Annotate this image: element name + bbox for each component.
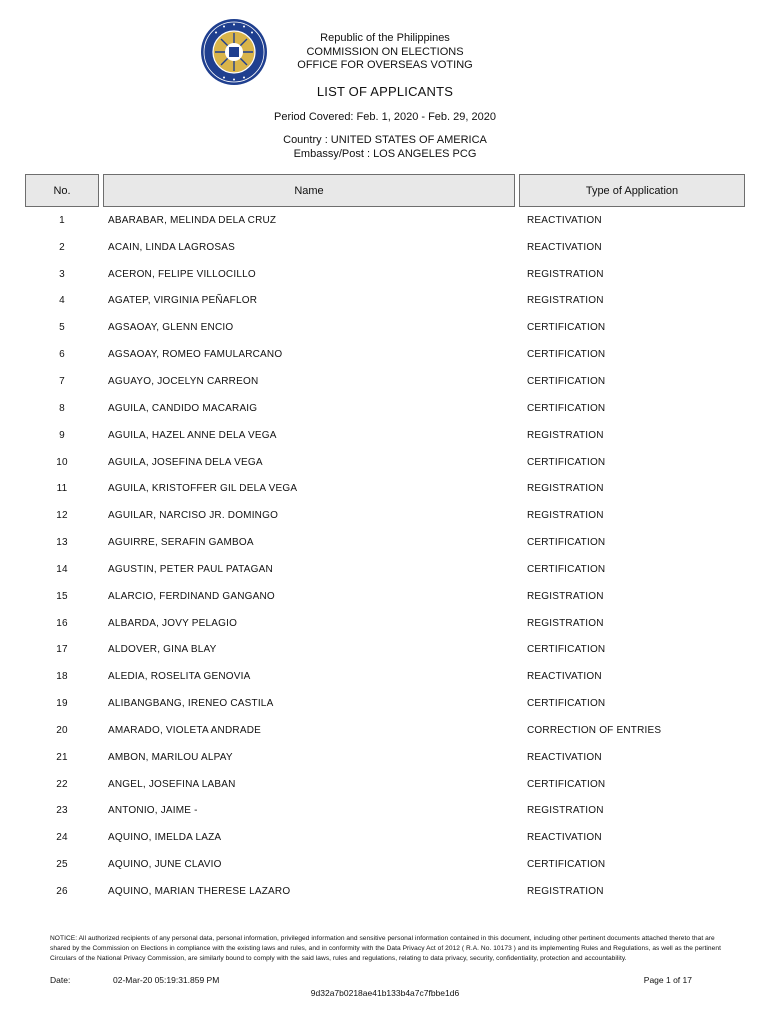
application-type: REACTIVATION xyxy=(527,671,602,683)
application-type: REGISTRATION xyxy=(527,886,604,898)
application-type: REGISTRATION xyxy=(527,483,604,495)
application-type: CERTIFICATION xyxy=(527,644,606,656)
applicant-name: AMBON, MARILOU ALPAY xyxy=(108,751,233,763)
table-row xyxy=(25,395,745,422)
applicant-name: ABARABAR, MELINDA DELA CRUZ xyxy=(108,214,277,226)
row-number: 12 xyxy=(56,510,68,522)
applicant-name: AQUINO, JUNE CLAVIO xyxy=(108,859,222,871)
country-post-block xyxy=(0,133,770,161)
table-row xyxy=(25,207,745,234)
table-row xyxy=(25,717,745,744)
applicant-name: ALBARDA, JOVY PELAGIO xyxy=(108,617,238,629)
table-row xyxy=(25,824,745,851)
row-number: 11 xyxy=(56,483,68,495)
application-type: CERTIFICATION xyxy=(527,322,606,334)
embassy-post-line: Embassy/Post : LOS ANGELES PCG xyxy=(293,148,477,160)
row-number: 5 xyxy=(59,322,65,334)
period-covered: Period Covered: Feb. 1, 2020 - Feb. 29, 2020 xyxy=(274,111,496,123)
row-number: 18 xyxy=(56,671,68,683)
application-type: REGISTRATION xyxy=(527,295,604,307)
date-value: 02-Mar-20 05:19:31.859 PM xyxy=(113,975,220,985)
application-type: CERTIFICATION xyxy=(527,456,606,468)
table-row xyxy=(25,610,745,637)
applicant-name: ANGEL, JOSEFINA LABAN xyxy=(108,778,236,790)
table-row xyxy=(25,314,745,341)
applicant-name: AGUILA, HAZEL ANNE DELA VEGA xyxy=(108,429,277,441)
applicant-name: AGATEP, VIRGINIA PEÑAFLOR xyxy=(108,295,258,307)
table-row xyxy=(25,878,745,905)
applicant-name: ALDOVER, GINA BLAY xyxy=(108,644,217,656)
application-type: CERTIFICATION xyxy=(527,778,606,790)
application-type: REACTIVATION xyxy=(527,832,602,844)
application-type: REACTIVATION xyxy=(527,214,602,226)
row-number: 9 xyxy=(59,429,65,441)
row-number: 21 xyxy=(56,751,68,763)
table-row xyxy=(25,341,745,368)
applicants-table-body xyxy=(25,207,745,905)
page-number: Page 1 of 17 xyxy=(643,975,692,985)
table-row xyxy=(25,529,745,556)
row-number: 26 xyxy=(56,886,68,898)
letterhead xyxy=(230,32,540,73)
applicant-name: AGSAOAY, GLENN ENCIO xyxy=(108,322,234,334)
country-line: Country : UNITED STATES OF AMERICA xyxy=(283,134,487,146)
application-type: REGISTRATION xyxy=(527,510,604,522)
application-type: CERTIFICATION xyxy=(527,563,606,575)
row-number: 2 xyxy=(59,241,65,253)
table-row xyxy=(25,449,745,476)
date-label: Date: xyxy=(50,975,71,985)
document-title: LIST OF APPLICANTS xyxy=(316,84,454,99)
row-number: 6 xyxy=(59,349,65,361)
table-row xyxy=(25,288,745,315)
application-type: REGISTRATION xyxy=(527,268,604,280)
table-row xyxy=(25,583,745,610)
applicant-name: AMARADO, VIOLETA ANDRADE xyxy=(108,724,261,736)
table-row xyxy=(25,556,745,583)
row-number: 22 xyxy=(56,778,68,790)
column-header-no: No. xyxy=(25,174,99,207)
row-number: 8 xyxy=(59,402,65,414)
applicant-name: ALARCIO, FERDINAND GANGANO xyxy=(108,590,275,602)
applicant-name: ALIBANGBANG, IRENEO CASTILA xyxy=(108,698,274,710)
letterhead-line-office: OFFICE FOR OVERSEAS VOTING xyxy=(297,59,473,71)
application-type: CERTIFICATION xyxy=(527,402,606,414)
column-header-name: Name xyxy=(103,174,515,207)
row-number: 4 xyxy=(59,295,65,307)
applicant-name: AQUINO, MARIAN THERESE LAZARO xyxy=(108,886,291,898)
row-number: 17 xyxy=(56,644,68,656)
table-row xyxy=(25,744,745,771)
privacy-notice: NOTICE: All authorized recipients of any personal data, personal information, privileged information and sensitive personal information contained in this document, including other pertinent documents attached thereto that are shared by the Commission on Elections in compliance with the existing laws and rules, and in conformity with the Data Privacy Act of 2012 ( R.A. No. 10173 ) and its implementing Rules and Regulations, as well as the pertinent Circulars of the National Privacy Commission, are similarly bound to comply with the said laws, rules and regulations, relating to data privacy, security, confidentiality, protection and accountability. xyxy=(50,935,721,962)
row-number: 7 xyxy=(59,375,65,387)
row-number: 25 xyxy=(56,859,68,871)
row-number: 20 xyxy=(56,724,68,736)
document-hash: 9d32a7b0218ae41b133b4a7c7fbbe1d6 xyxy=(310,988,460,998)
column-header-type: Type of Application xyxy=(519,174,745,207)
applicant-name: AGSAOAY, ROMEO FAMULARCANO xyxy=(108,349,283,361)
application-type: REGISTRATION xyxy=(527,617,604,629)
row-number: 24 xyxy=(56,832,68,844)
table-row xyxy=(25,261,745,288)
table-row xyxy=(25,771,745,798)
row-number: 3 xyxy=(59,268,65,280)
application-type: REACTIVATION xyxy=(527,751,602,763)
table-row xyxy=(25,502,745,529)
applicant-name: AGUILAR, NARCISO JR. DOMINGO xyxy=(108,510,279,522)
table-header xyxy=(25,174,745,207)
applicant-name: ANTONIO, JAIME - xyxy=(108,805,198,817)
table-row xyxy=(25,663,745,690)
table-row xyxy=(25,475,745,502)
row-number: 19 xyxy=(56,698,68,710)
application-type: REGISTRATION xyxy=(527,805,604,817)
table-row xyxy=(25,422,745,449)
application-type: CERTIFICATION xyxy=(527,859,606,871)
table-row xyxy=(25,690,745,717)
applicant-name: AGUILA, JOSEFINA DELA VEGA xyxy=(108,456,263,468)
applicant-name: AGUIRRE, SERAFIN GAMBOA xyxy=(108,537,254,549)
applicant-name: ALEDIA, ROSELITA GENOVIA xyxy=(108,671,251,683)
application-type: REACTIVATION xyxy=(527,241,602,253)
row-number: 14 xyxy=(56,563,68,575)
table-row xyxy=(25,851,745,878)
row-number: 13 xyxy=(56,537,68,549)
letterhead-line-commission: COMMISSION ON ELECTIONS xyxy=(306,45,464,58)
applicant-name: ACAIN, LINDA LAGROSAS xyxy=(108,241,236,253)
application-type: CERTIFICATION xyxy=(527,698,606,710)
row-number: 16 xyxy=(56,617,68,629)
applicant-name: AGUSTIN, PETER PAUL PATAGAN xyxy=(108,563,273,575)
table-row xyxy=(25,637,745,664)
application-type: CERTIFICATION xyxy=(527,375,606,387)
applicant-name: AQUINO, IMELDA LAZA xyxy=(108,832,222,844)
application-type: CORRECTION OF ENTRIES xyxy=(527,724,662,736)
table-row xyxy=(25,234,745,261)
applicant-name: AGUAYO, JOCELYN CARREON xyxy=(108,375,259,387)
applicant-name: AGUILA, KRISTOFFER GIL DELA VEGA xyxy=(108,483,298,495)
application-type: REGISTRATION xyxy=(527,590,604,602)
row-number: 15 xyxy=(56,590,68,602)
letterhead-line-republic: Republic of the Philippines xyxy=(320,32,450,44)
application-type: CERTIFICATION xyxy=(527,537,606,549)
application-type: CERTIFICATION xyxy=(527,349,606,361)
row-number: 1 xyxy=(59,214,65,226)
application-type: REGISTRATION xyxy=(527,429,604,441)
row-number: 10 xyxy=(56,456,68,468)
table-row xyxy=(25,798,745,825)
applicant-name: ACERON, FELIPE VILLOCILLO xyxy=(108,268,256,280)
row-number: 23 xyxy=(56,805,68,817)
table-row xyxy=(25,368,745,395)
applicant-name: AGUILA, CANDIDO MACARAIG xyxy=(108,402,258,414)
